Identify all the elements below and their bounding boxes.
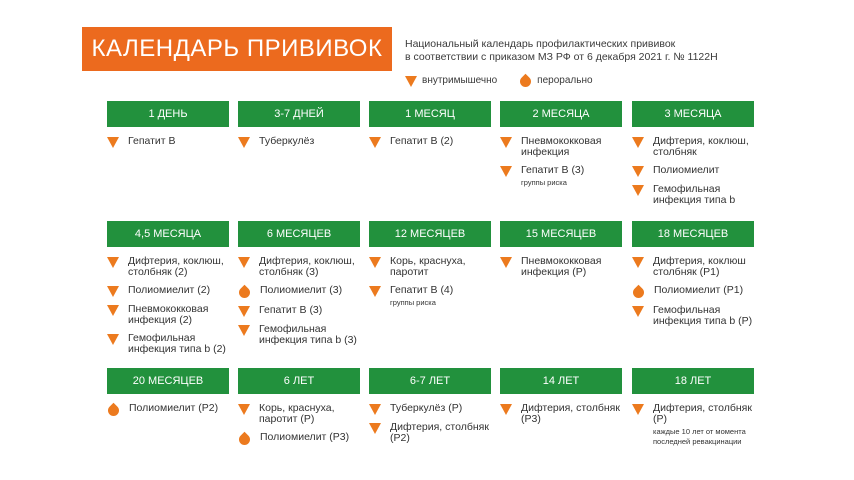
vaccine-entry (238, 305, 360, 317)
triangle-icon (632, 185, 644, 196)
subtitle-line-1: Национальный календарь профилактических прививок (405, 38, 676, 50)
legend-intramuscular-label: внутримышечно (422, 75, 498, 86)
vaccine-name: Гепатит В (4) (390, 284, 454, 296)
vaccine-name: Туберкулёз (259, 135, 315, 147)
schedule-cell (238, 101, 360, 155)
vaccine-entry (107, 403, 229, 416)
age-header: 12 МЕСЯЦЕВ (369, 221, 491, 247)
vaccine-entry (238, 403, 360, 425)
vaccine-name: Гемофильная инфекция типа b (653, 183, 736, 206)
vaccine-entry (238, 136, 360, 148)
vaccine-entry (632, 403, 754, 447)
vaccine-entry (238, 285, 360, 298)
triangle-icon (107, 334, 119, 345)
vaccine-entry (500, 256, 622, 278)
drop-icon (237, 432, 253, 448)
vaccine-list (238, 394, 360, 445)
triangle-icon (369, 137, 381, 148)
vaccine-name: Полиомиелит (653, 164, 720, 176)
age-header: 6 МЕСЯЦЕВ (238, 221, 360, 247)
vaccine-list (238, 127, 360, 148)
vaccine-entry (500, 165, 622, 188)
vaccine-list (238, 247, 360, 346)
age-header: 3-7 ДНЕЙ (238, 101, 360, 127)
age-header: 15 МЕСЯЦЕВ (500, 221, 622, 247)
vaccine-name: Дифтерия, коклюш, столбняк (3) (259, 255, 355, 278)
vaccine-name: Дифтерия, столбняк (Р) (653, 402, 752, 425)
triangle-icon (500, 257, 512, 268)
triangle-icon (107, 257, 119, 268)
schedule-cell (369, 101, 491, 155)
triangle-icon (405, 76, 417, 87)
vaccine-list (500, 127, 622, 188)
vaccine-entry (107, 333, 229, 355)
vaccine-entry (107, 304, 229, 326)
vaccine-entry (500, 136, 622, 158)
age-header: 3 МЕСЯЦА (632, 101, 754, 127)
vaccine-entry (632, 165, 754, 177)
vaccine-name: Полиомиелит (Р1) (654, 284, 744, 296)
schedule-cell (107, 221, 229, 362)
age-header: 18 ЛЕТ (632, 368, 754, 394)
triangle-icon (369, 404, 381, 415)
vaccine-list (107, 394, 229, 416)
age-header: 2 МЕСЯЦА (500, 101, 622, 127)
vaccine-note: группы риска (521, 178, 567, 187)
triangle-icon (632, 404, 644, 415)
vaccine-name: Гемофильная инфекция типа b (3) (259, 323, 357, 346)
age-header: 6 ЛЕТ (238, 368, 360, 394)
vaccine-entry (632, 285, 754, 298)
schedule-cell (500, 101, 622, 195)
vaccine-entry (107, 136, 229, 148)
vaccine-name: Дифтерия, коклюш, столбняк (2) (128, 255, 224, 278)
triangle-icon (500, 166, 512, 177)
triangle-icon (369, 257, 381, 268)
vaccine-name: Дифтерия, коклюш, столбняк (653, 135, 749, 158)
schedule-cell (369, 368, 491, 451)
vaccine-entry (369, 136, 491, 148)
triangle-icon (632, 166, 644, 177)
vaccine-name: Гемофильная инфекция типа b (2) (128, 332, 226, 355)
vaccine-name: Пневмококковая инфекция (2) (128, 303, 209, 326)
schedule-cell (107, 101, 229, 155)
vaccine-entry (369, 422, 491, 444)
triangle-icon (238, 306, 250, 317)
triangle-icon (632, 306, 644, 317)
triangle-icon (369, 423, 381, 434)
vaccine-name: Пневмококковая инфекция (521, 135, 602, 158)
vaccine-name: Гепатит В (2) (390, 135, 454, 147)
drop-icon (237, 285, 253, 301)
vaccine-note: каждые 10 лет от момента последней ревакцинации (653, 427, 746, 446)
age-header: 1 ДЕНЬ (107, 101, 229, 127)
page-title: КАЛЕНДАРЬ ПРИВИВОК (82, 27, 392, 71)
triangle-icon (500, 137, 512, 148)
vaccine-entry (632, 256, 754, 278)
schedule-cell (500, 221, 622, 285)
vaccine-entry (369, 403, 491, 415)
vaccine-list (632, 127, 754, 206)
vaccine-entry (238, 256, 360, 278)
vaccine-entry (238, 324, 360, 346)
vaccine-entry (500, 403, 622, 425)
vaccine-name: Полиомиелит (Р3) (260, 431, 350, 443)
triangle-icon (107, 137, 119, 148)
vaccine-list (500, 247, 622, 278)
triangle-icon (500, 404, 512, 415)
age-header: 18 МЕСЯЦЕВ (632, 221, 754, 247)
vaccine-list (107, 127, 229, 148)
triangle-icon (107, 305, 119, 316)
vaccine-name: Туберкулёз (Р) (390, 402, 463, 414)
vaccine-list (369, 127, 491, 148)
age-header: 20 МЕСЯЦЕВ (107, 368, 229, 394)
subtitle (405, 38, 718, 64)
schedule-cell (500, 368, 622, 432)
legend-intramuscular (405, 75, 497, 87)
vaccine-name: Полиомиелит (3) (260, 284, 343, 296)
age-header: 4,5 МЕСЯЦА (107, 221, 229, 247)
vaccine-list (632, 247, 754, 327)
age-header: 6-7 ЛЕТ (369, 368, 491, 394)
vaccine-name: Дифтерия, столбняк (Р3) (521, 402, 620, 425)
vaccine-name: Корь, краснуха, паротит (390, 255, 466, 278)
vaccine-entry (369, 285, 491, 308)
subtitle-line-2: в соответствии с приказом МЗ РФ от 6 декабря 2021 г. № 1122Н (405, 51, 718, 63)
vaccine-entry (632, 305, 754, 327)
legend (405, 74, 593, 87)
schedule-cell (238, 221, 360, 353)
vaccine-note: группы риска (390, 298, 436, 307)
vaccine-list (107, 247, 229, 355)
vaccine-list (369, 394, 491, 444)
vaccine-name: Дифтерия, коклюш столбняк (Р1) (653, 255, 746, 278)
triangle-icon (632, 257, 644, 268)
vaccine-name: Гепатит В (128, 135, 176, 147)
legend-oral (519, 74, 592, 87)
schedule-cell (632, 221, 754, 334)
schedule-cell (632, 101, 754, 213)
vaccine-name: Гепатит В (3) (259, 304, 323, 316)
drop-icon (106, 403, 122, 419)
vaccine-name: Дифтерия, столбняк (Р2) (390, 421, 489, 444)
vaccine-list (500, 394, 622, 425)
age-header: 1 МЕСЯЦ (369, 101, 491, 127)
vaccine-list (632, 394, 754, 447)
vaccine-list (369, 247, 491, 308)
vaccine-entry (632, 136, 754, 158)
vaccine-entry (369, 256, 491, 278)
schedule-cell (369, 221, 491, 315)
triangle-icon (238, 325, 250, 336)
vaccine-name: Гемофильная инфекция типа b (Р) (653, 304, 753, 327)
vaccine-entry (238, 432, 360, 445)
triangle-icon (107, 286, 119, 297)
vaccine-name: Гепатит В (3) (521, 164, 585, 176)
vaccine-entry (107, 285, 229, 297)
vaccine-name: Полиомиелит (Р2) (129, 402, 219, 414)
vaccine-entry (632, 184, 754, 206)
age-header: 14 ЛЕТ (500, 368, 622, 394)
schedule-cell (107, 368, 229, 423)
triangle-icon (238, 137, 250, 148)
triangle-icon (238, 257, 250, 268)
triangle-icon (238, 404, 250, 415)
vaccine-name: Полиомиелит (2) (128, 284, 211, 296)
vaccine-entry (107, 256, 229, 278)
schedule-cell (632, 368, 754, 454)
schedule-cell (238, 368, 360, 452)
vaccine-name: Корь, краснуха, паротит (Р) (259, 402, 335, 425)
triangle-icon (632, 137, 644, 148)
legend-oral-label: перорально (537, 75, 593, 86)
drop-icon (518, 74, 534, 90)
triangle-icon (369, 286, 381, 297)
drop-icon (631, 285, 647, 301)
vaccine-name: Пневмококковая инфекция (Р) (521, 255, 602, 278)
